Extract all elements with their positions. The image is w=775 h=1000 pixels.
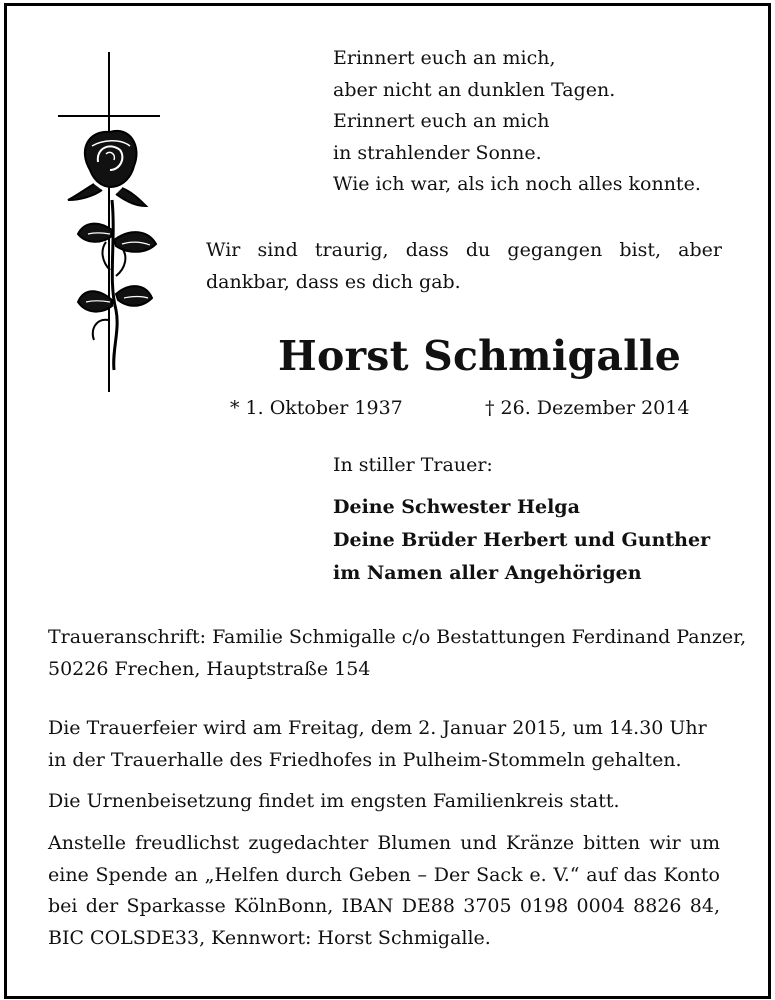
service-line: Die Trauerfeier wird am Freitag, dem 2. Januar 2015, um 14.30 Uhr: [48, 717, 707, 739]
birth-date: * 1. Oktober 1937: [230, 397, 403, 419]
service-line: in der Trauerhalle des Friedhofes in Pulheim-Stommeln gehalten.: [48, 748, 682, 771]
funeral-service-info: [48, 713, 707, 776]
death-date: † 26. Dezember 2014: [485, 397, 690, 419]
mourner-line: im Namen aller Angehörigen: [333, 562, 642, 584]
mourning-address: [48, 622, 746, 685]
mourners-list: [333, 492, 710, 591]
poem-line: in strahlender Sonne.: [333, 141, 542, 164]
donation-line: Anstelle freudlichst zugedachter Blumen und Kränze bitten wir um: [48, 832, 720, 854]
donation-line: bei der Sparkasse KölnBonn, IBAN DE88 3705 0198 0004 8826 84,: [48, 895, 720, 917]
mourner-line: Deine Schwester Helga: [333, 496, 580, 518]
urn-burial-info: Die Urnenbeisetzung findet im engsten Familienkreis statt.: [48, 790, 620, 812]
cross-icon: [58, 52, 160, 392]
mourner-line: Deine Brüder Herbert und Gunther: [333, 529, 711, 551]
poem-line: aber nicht an dunklen Tagen.: [333, 78, 616, 101]
address-line: Traueranschrift: Familie Schmigalle c/o Bestattungen Ferdinand Panzer,: [48, 626, 747, 648]
cross-with-rose-icon: [50, 50, 180, 400]
donation-line: BIC COLSDE33, Kennwort: Horst Schmigalle.: [48, 926, 491, 949]
poem-line: Erinnert euch an mich: [333, 110, 550, 132]
poem: [333, 43, 701, 201]
address-line: 50226 Frechen, Hauptstraße 154: [48, 657, 371, 680]
donation-line: eine Spende an „Helfen durch Geben – Der Sack e. V.“ auf das Konto: [48, 863, 720, 886]
donation-info: [48, 828, 720, 954]
tagline-line: Wir sind traurig, dass du gegangen bist, aber: [206, 239, 722, 261]
poem-line: Wie ich war, als ich noch alles konnte.: [333, 173, 701, 195]
mourners-label: In stiller Trauer:: [333, 454, 493, 476]
poem-line: Erinnert euch an mich,: [333, 47, 556, 69]
rose-icon: [68, 131, 156, 370]
tagline: [206, 235, 722, 298]
tagline-line: dankbar, dass es dich gab.: [206, 270, 461, 293]
deceased-name: Horst Schmigalle: [278, 332, 681, 380]
